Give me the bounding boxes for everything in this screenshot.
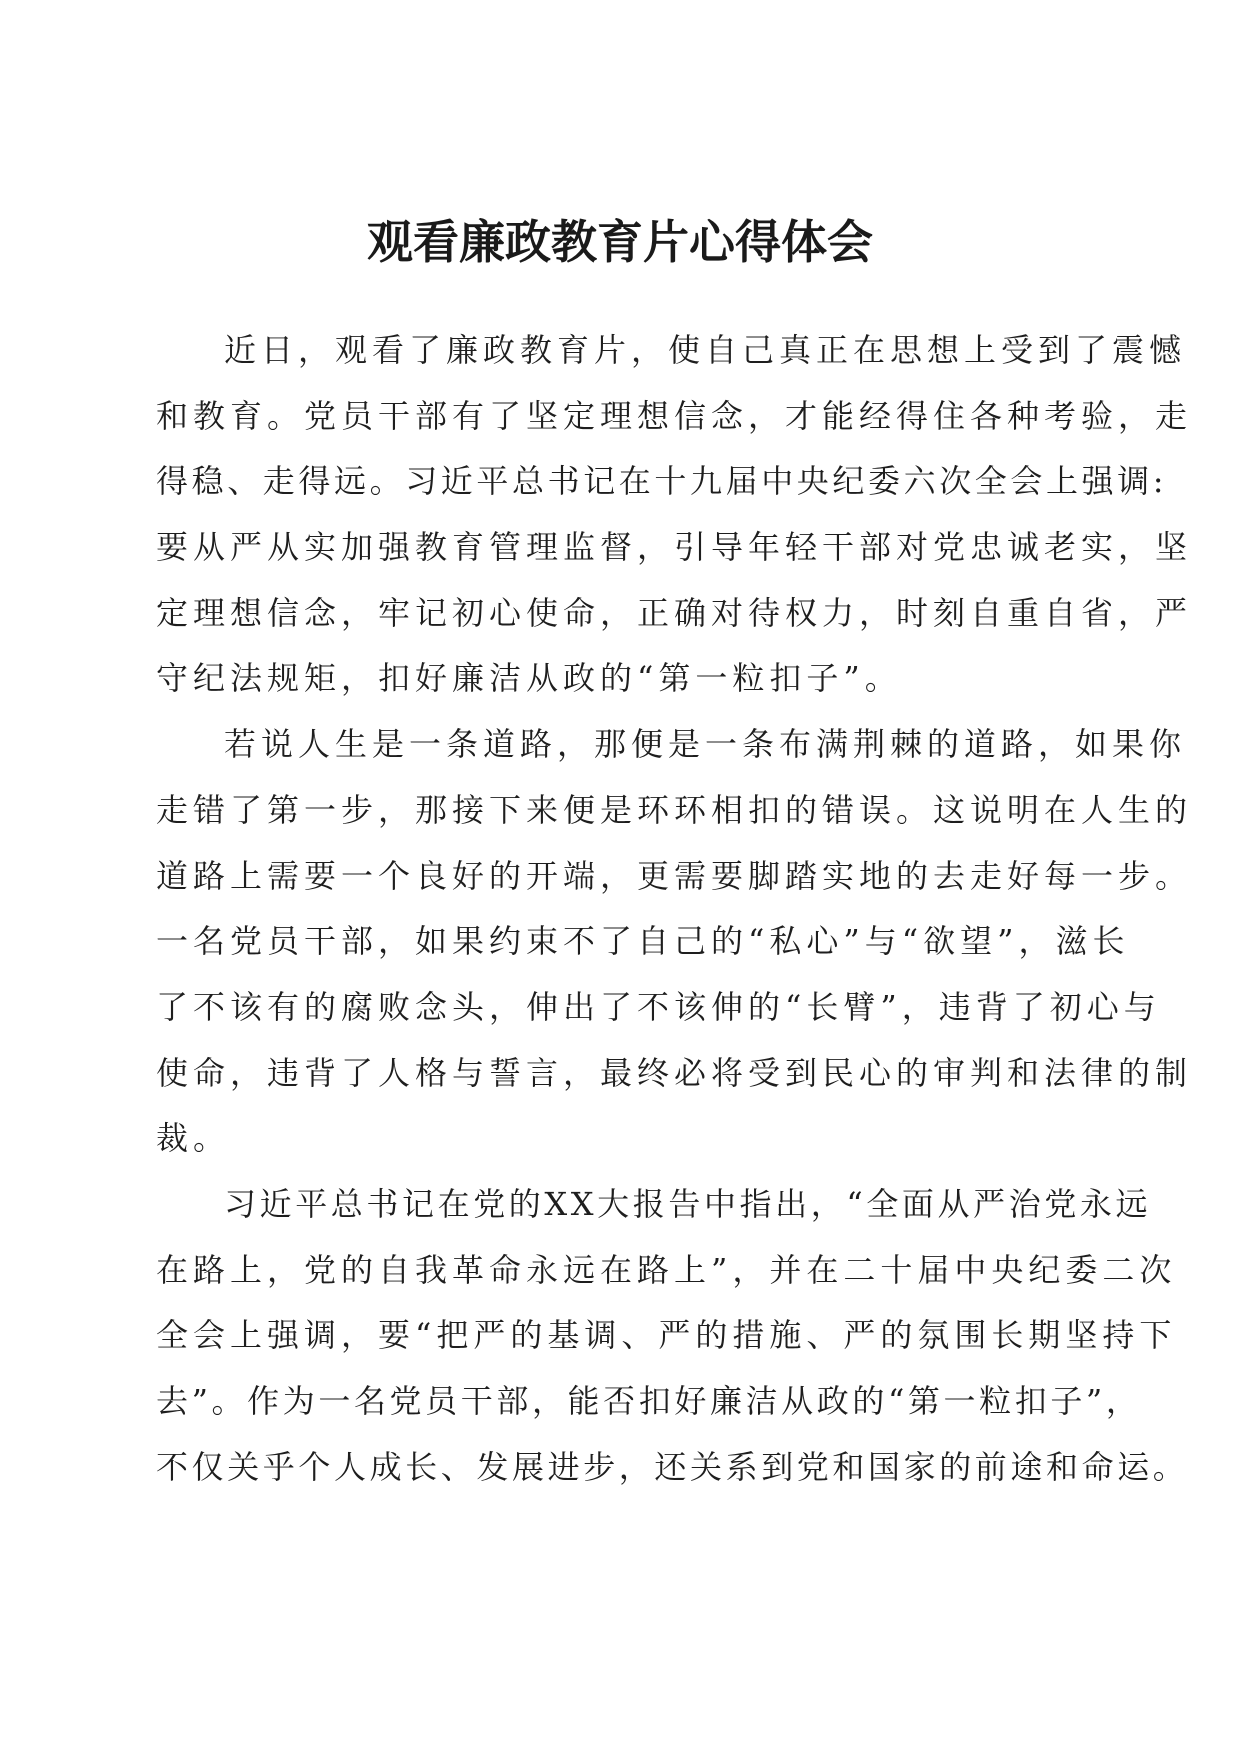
text-line: 要从严从实加强教育管理监督，引导年轻干部对党忠诚老实，坚 bbox=[156, 528, 1193, 567]
text-line: 全会上强调，要“把严的基调、严的措施、严的氛围长期坚持下 bbox=[156, 1316, 1177, 1355]
text-line: 一名党员干部，如果约束不了自己的“私心”与“欲望”，滋长 bbox=[156, 922, 1130, 961]
text-line: 使命，违背了人格与誓言，最终必将受到民心的审判和法律的制 bbox=[156, 1053, 1193, 1092]
text-line: 走错了第一步，那接下来便是环环相扣的错误。这说明在人生的 bbox=[156, 790, 1193, 829]
text-line: 近日，观看了廉政教育片，使自己真正在思想上受到了震憾 bbox=[224, 331, 1187, 369]
document-body bbox=[156, 318, 1193, 1500]
text-line: 不仅关乎个人成长、发展进步，还关系到党和国家的前途和命运。 bbox=[156, 1447, 1189, 1486]
text-line: 了不该有的腐败念头，伸出了不该伸的“长臂”，违背了初心与 bbox=[156, 987, 1161, 1026]
paragraph-1 bbox=[156, 318, 1193, 712]
text-line: 定理想信念，牢记初心使命，正确对待权力，时刻自重自省，严 bbox=[156, 593, 1193, 632]
text-line: 若说人生是一条道路，那便是一条布满荆棘的道路，如果你 bbox=[224, 725, 1187, 764]
text-line: 去”。作为一名党员干部，能否扣好廉洁从政的“第一粒扣子”， bbox=[156, 1382, 1142, 1420]
text-line: 和教育。党员干部有了坚定理想信念，才能经得住各种考验，走 bbox=[156, 396, 1193, 435]
text-line: 在路上，党的自我革命永远在路上”，并在二十届中央纪委二次 bbox=[156, 1250, 1177, 1289]
text-line: 道路上需要一个良好的开端，更需要脚踏实地的去走好每一步。 bbox=[156, 856, 1193, 895]
document-title: 观看廉政教育片心得体会 bbox=[367, 215, 873, 269]
text-line: 裁。 bbox=[156, 1119, 231, 1158]
paragraph-2 bbox=[156, 712, 1193, 1172]
text-line: 守纪法规矩，扣好廉洁从政的“第一粒扣子”。 bbox=[156, 659, 902, 698]
text-line: 得稳、走得远。习近平总书记在十九届中央纪委六次全会上强调: bbox=[156, 462, 1168, 501]
text-line: 习近平总书记在党的XX大报告中指出，“全面从严治党永远 bbox=[224, 1184, 1152, 1223]
paragraph-3 bbox=[156, 1172, 1189, 1500]
